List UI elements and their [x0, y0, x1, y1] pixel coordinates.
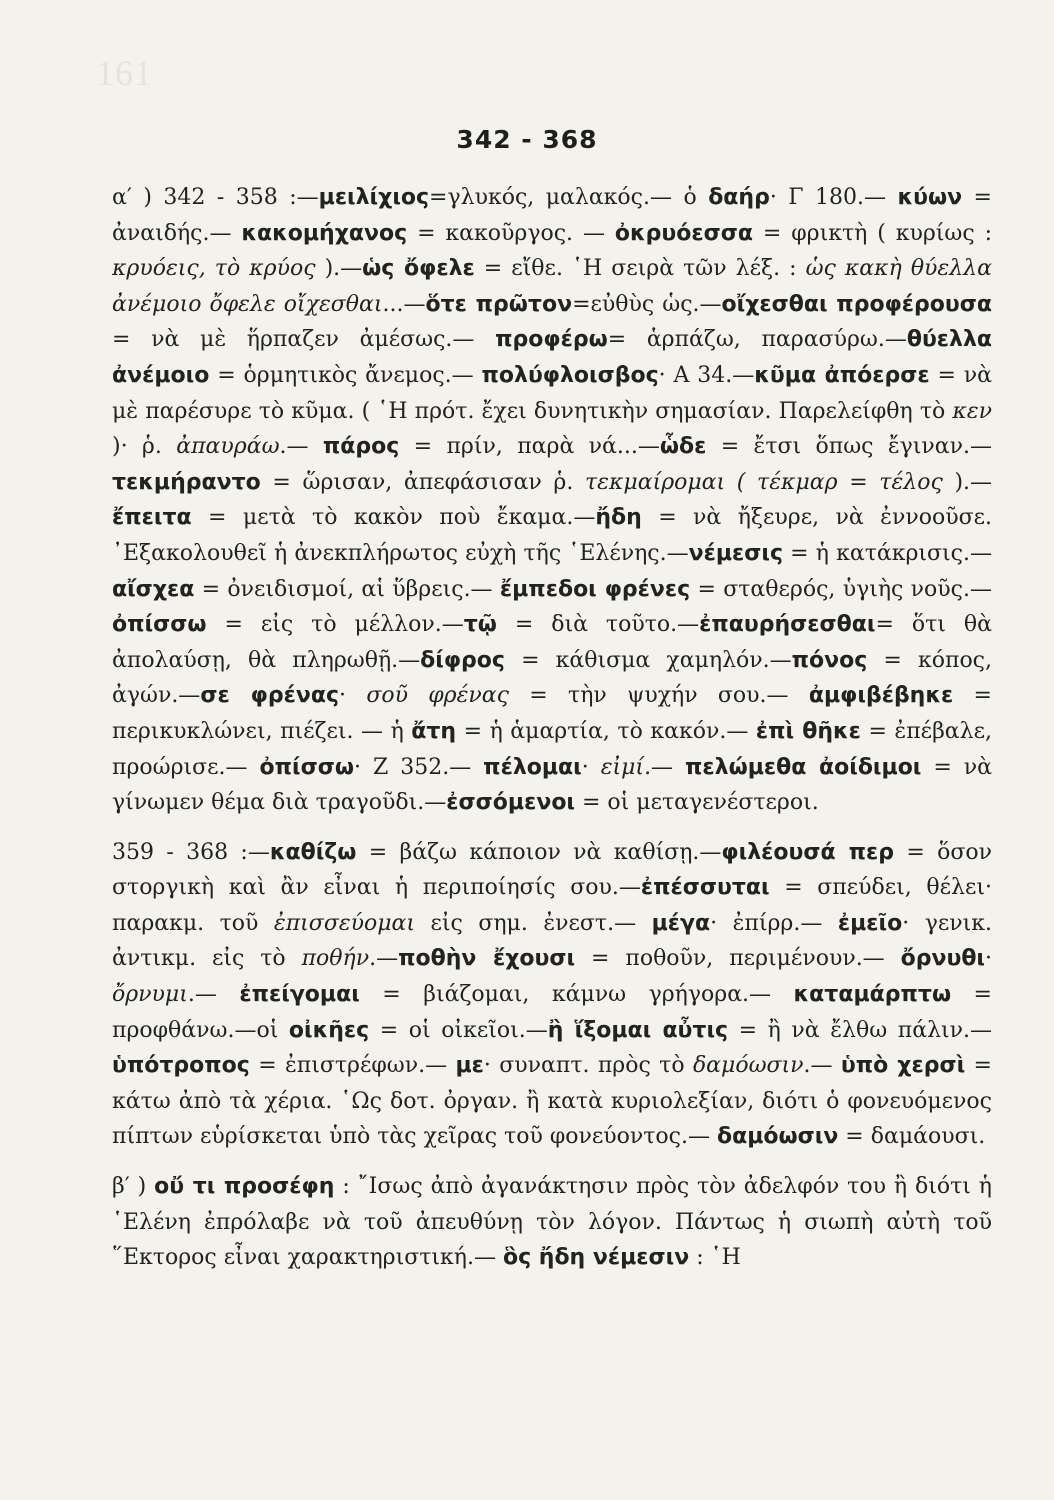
- gloss-text: : ῎Ισως ἀπὸ ἀγανάκτησιν πρὸς τὸν ἀδελφόν του ἢ διότι ἡ ῾Ελένη ἐπρόλαβε νὰ τοῦ ἀπευθύνῃ τὸν λόγον. Πάντως ἡ σιωπὴ αὐτὴ τοῦ ῞Εκτορος εἶναι χαρακτηριστική.—: [112, 1174, 992, 1271]
- lemma-headword: ἤδη: [595, 505, 642, 531]
- lemma-headword: καθίζω: [269, 839, 357, 865]
- lemma-headword: καταμάρπτω: [793, 982, 952, 1008]
- lemma-headword: ἢ ἵξομαι αὖτις: [547, 1017, 729, 1043]
- lemma-headword: ὡς ὄφελε: [362, 256, 475, 282]
- lemma-headword: ἐπαυρήσεσθαι: [699, 612, 876, 638]
- gloss-text: = ἢ νὰ ἔλθω πάλιν.—: [728, 1017, 993, 1043]
- lemma-headword: πόνος: [791, 647, 868, 673]
- italic-citation: σοῦ φρένας: [366, 683, 509, 709]
- gloss-text: ·: [339, 683, 367, 709]
- gloss-text: = ποθοῦν, περιμένουν.—: [575, 946, 901, 972]
- gloss-text: = νὰ μὲ ἥρπαζεν ἀμέσως.—: [112, 327, 496, 353]
- lemma-headword: ὀκρυόεσσα: [614, 220, 753, 246]
- lemma-headword: ἐσσόμενοι: [446, 790, 575, 816]
- gloss-text: = ὀνειδισμοί, αἱ ὕβρεις.—: [194, 576, 500, 602]
- lemma-headword: δαήρ: [708, 185, 770, 210]
- lemma-headword: κῦμα ἀπόερσε: [754, 362, 930, 388]
- lemma-headword: τεκμήραντο: [112, 469, 261, 495]
- gloss-text: .—: [279, 434, 323, 460]
- gloss-text: = σταθερός, ὑγιὴς νοῦς.—: [690, 576, 992, 602]
- lemma-headword: ὅτε πρῶτον: [425, 291, 573, 317]
- lemma-headword: σε φρένας: [200, 683, 340, 709]
- italic-citation: τεκμαίρομαι ( τέκμαρ: [585, 469, 838, 495]
- gloss-text: = κάτω ἀπὸ τὰ χέρια. ῾Ως δοτ. ὀργαν. ἢ κατὰ κυριολεξίαν, διότι ὁ φονευόμενος πίπτων εὑρίσκεται ὑπὸ τὰς χεῖρας τοῦ φονεύοντος.—: [112, 1053, 992, 1150]
- gloss-text: =: [837, 469, 880, 495]
- gloss-text: = πρίν, παρὰ νά...—: [399, 434, 660, 460]
- gloss-text: α′ ) 342 - 358 :—: [112, 185, 319, 210]
- gloss-text: = δαμάουσι.: [838, 1124, 986, 1150]
- commentary-paragraph-beta: [112, 1169, 992, 1276]
- gloss-text: = εἰς τὸ μέλλον.—: [206, 612, 464, 638]
- gloss-text: β′ ): [112, 1174, 155, 1200]
- gloss-text: : ῾Η: [689, 1245, 741, 1271]
- lemma-headword: ποθὴν ἔχουσι: [398, 946, 576, 972]
- gloss-text: = κακοῦργος. —: [407, 220, 615, 246]
- lemma-headword: φιλέουσά περ: [721, 839, 894, 865]
- lemma-headword: πέλομαι: [483, 754, 582, 780]
- gloss-text: ...—: [382, 291, 426, 317]
- gloss-text: = νὰ μὲ παρέσυρε τὸ κῦμα. ( ῾Η πρότ. ἔχει δυνητικὴν σημασίαν. Παρελείφθη τὸ: [112, 362, 992, 424]
- gloss-text: = ἐπέβαλε, προώρισε.—: [112, 718, 992, 780]
- gloss-text: = ὁρμητικὸς ἄνεμος.—: [209, 362, 482, 388]
- gloss-text: ·: [985, 946, 992, 972]
- italic-citation: εἰμί: [600, 754, 645, 780]
- gloss-text: = νὰ γίνωμεν θέμα διὰ τραγοῦδι.—: [112, 754, 992, 816]
- gloss-text: = ἐπιστρέφων.—: [249, 1053, 456, 1079]
- lemma-headword: οὔ τι προσέφη: [154, 1174, 335, 1200]
- gloss-text: = ἡ κατάκρισις.—: [783, 540, 992, 566]
- commentary-paragraph-alpha: [112, 180, 992, 821]
- gloss-text: = προφθάνω.—οἱ: [112, 982, 992, 1043]
- gloss-text: = βιάζομαι, κάμνω γρήγορα.—: [359, 982, 794, 1008]
- gloss-text: .—: [803, 1053, 841, 1079]
- lemma-headword: ἔμπεδοι φρένες: [499, 576, 691, 602]
- italic-citation: ἐπισσεύομαι: [273, 910, 416, 936]
- gloss-text: = ἡ ἁμαρτία, τὸ κακόν.—: [456, 718, 756, 744]
- italic-citation: κρυόεις, τὸ κρύος: [112, 256, 316, 282]
- lemma-headword: πάρος: [322, 434, 400, 460]
- lemma-headword: ἀμφιβέβηκε: [808, 683, 954, 709]
- gloss-text: = νὰ ἤξευρε, νὰ ἐννοοῦσε. ᾽Εξακολουθεῖ ἡ ἀνεκπλήρωτος εὐχὴ τῆς ῾Ελένης.—: [112, 505, 992, 566]
- gloss-text: = ἔτσι ὅπως ἔγιναν.—: [706, 434, 992, 460]
- lemma-headword: κύων: [897, 185, 963, 210]
- gloss-text: 359 - 368 :—: [112, 839, 270, 865]
- lemma-headword: δίφρος: [420, 647, 505, 673]
- gloss-text: = κόπος, ἀγών.—: [112, 647, 993, 709]
- gloss-text: = διὰ τοῦτο.—: [496, 612, 700, 638]
- italic-citation: ὡς κακὴ θύελλα ἀνέμοιο ὄφελε οἴχεσθαι: [112, 256, 992, 317]
- gloss-text: = μετὰ τὸ κακὸν ποὺ ἔκαμα.—: [191, 505, 596, 531]
- lemma-headword: δαμόωσιν: [716, 1124, 839, 1150]
- lemma-headword: ἐπὶ θῆκε: [755, 718, 861, 744]
- gloss-text: =εὐθὺς ὡς.—: [572, 291, 722, 317]
- gloss-text: = ἁρπάζω, παρασύρω.—: [607, 327, 907, 353]
- lemma-headword: ὧδε: [659, 434, 707, 460]
- gloss-text: .—: [644, 754, 686, 780]
- lemma-headword: οἴχεσθαι προφέρουσα: [721, 291, 992, 317]
- gloss-text: = οἱ μεταγενέστεροι.: [575, 790, 819, 816]
- lemma-headword: μειλίχιος: [318, 185, 430, 210]
- italic-citation: ἀπαυράω: [176, 434, 280, 460]
- gloss-text: = σπεύδει, θέλει· παρακμ. τοῦ: [112, 875, 992, 936]
- gloss-text: = ἀναιδής.—: [112, 185, 992, 246]
- gloss-text: · Ζ 352.—: [354, 754, 484, 780]
- italic-citation: κεν: [952, 398, 992, 424]
- lemma-headword: ὃς ἤδη νέμεσιν: [502, 1245, 690, 1271]
- lemma-headword: κακομήχανος: [241, 220, 408, 246]
- gloss-text: .—: [187, 982, 240, 1008]
- italic-citation: δαμόωσιν: [692, 1053, 804, 1079]
- italic-citation: ὄρνυμι: [112, 982, 188, 1008]
- italic-citation: ποθήν: [301, 946, 370, 972]
- lemma-headword: τῷ: [463, 612, 497, 638]
- lemma-headword: ἄτη: [411, 718, 457, 744]
- lemma-headword: ἐμεῖο: [837, 910, 903, 936]
- bleed-through-page-number: 161: [96, 53, 153, 93]
- gloss-text: = οἱ οἰκεῖοι.—: [369, 1017, 548, 1043]
- gloss-text: = κάθισμα χαμηλόν.—: [504, 647, 792, 673]
- lemma-headword: ἔπειτα: [112, 505, 192, 531]
- commentary-body: [112, 180, 992, 1276]
- gloss-text: = ὥρισαν, ἀπεφάσισαν ῥ.: [260, 469, 586, 495]
- gloss-text: =γλυκός, μαλακός.— ὁ: [429, 185, 709, 210]
- lemma-headword: ὀπίσσω: [112, 612, 207, 638]
- italic-citation: τέλος: [879, 469, 943, 495]
- gloss-text: = εἴθε. ῾Η σειρὰ τῶν λέξ. :: [474, 256, 806, 282]
- lemma-headword: οἰκῆες: [288, 1017, 370, 1043]
- gloss-text: )· ῥ.: [112, 434, 177, 460]
- lemma-headword: ἐπέσσυται: [640, 875, 770, 901]
- lemma-headword: ὑπότροπος: [112, 1053, 250, 1079]
- lemma-headword: ἐπείγομαι: [239, 982, 360, 1008]
- gloss-text: = περικυκλώνει, πιέζει. — ἡ: [112, 683, 992, 744]
- gloss-text: = βάζω κάποιον νὰ καθίσῃ.—: [356, 839, 722, 865]
- lemma-headword: προφέρω: [495, 327, 608, 353]
- gloss-text: .—: [369, 946, 399, 972]
- running-head: 342 - 368: [456, 125, 598, 154]
- lemma-headword: ὄρνυθι: [900, 946, 985, 972]
- lemma-headword: ὑπὸ χερσὶ: [840, 1053, 966, 1079]
- gloss-text: = ὅσον στοργικὴ καὶ ἂν εἶναι ἡ περιποίησίς σου.—: [112, 839, 992, 901]
- lemma-headword: θύελλα ἀνέμοιο: [112, 327, 993, 388]
- commentary-paragraph-alpha-continued: [112, 835, 992, 1155]
- lemma-headword: πολύφλοισβος: [481, 362, 659, 388]
- lemma-headword: με: [455, 1053, 484, 1079]
- lemma-headword: πελώμεθα ἀοίδιμοι: [685, 754, 922, 780]
- lemma-headword: αἴσχεα: [112, 576, 195, 602]
- gloss-text: · Α 34.—: [658, 362, 755, 388]
- gloss-text: ·: [581, 754, 601, 780]
- gloss-text: · συναπτ. πρὸς τὸ: [483, 1053, 693, 1079]
- gloss-text: = φρικτὴ ( κυρίως :: [752, 220, 992, 246]
- lemma-headword: μέγα: [651, 910, 711, 936]
- gloss-text: = ὅτι θὰ ἀπολαύσῃ, θὰ πληρωθῇ.—: [112, 612, 992, 673]
- lemma-headword: νέμεσις: [688, 540, 784, 566]
- gloss-text: ).—: [942, 469, 993, 495]
- gloss-text: = τὴν ψυχήν σου.—: [508, 683, 809, 709]
- gloss-text: · ἐπίρρ.—: [710, 910, 838, 936]
- lemma-headword: ὀπίσσω: [259, 754, 354, 780]
- gloss-text: · γενικ. ἀντικμ. εἰς τὸ: [112, 910, 992, 972]
- gloss-text: ).—: [315, 256, 363, 282]
- gloss-text: · Γ 180.—: [769, 185, 898, 210]
- gloss-text: εἰς σημ. ἐνεστ.—: [415, 910, 652, 936]
